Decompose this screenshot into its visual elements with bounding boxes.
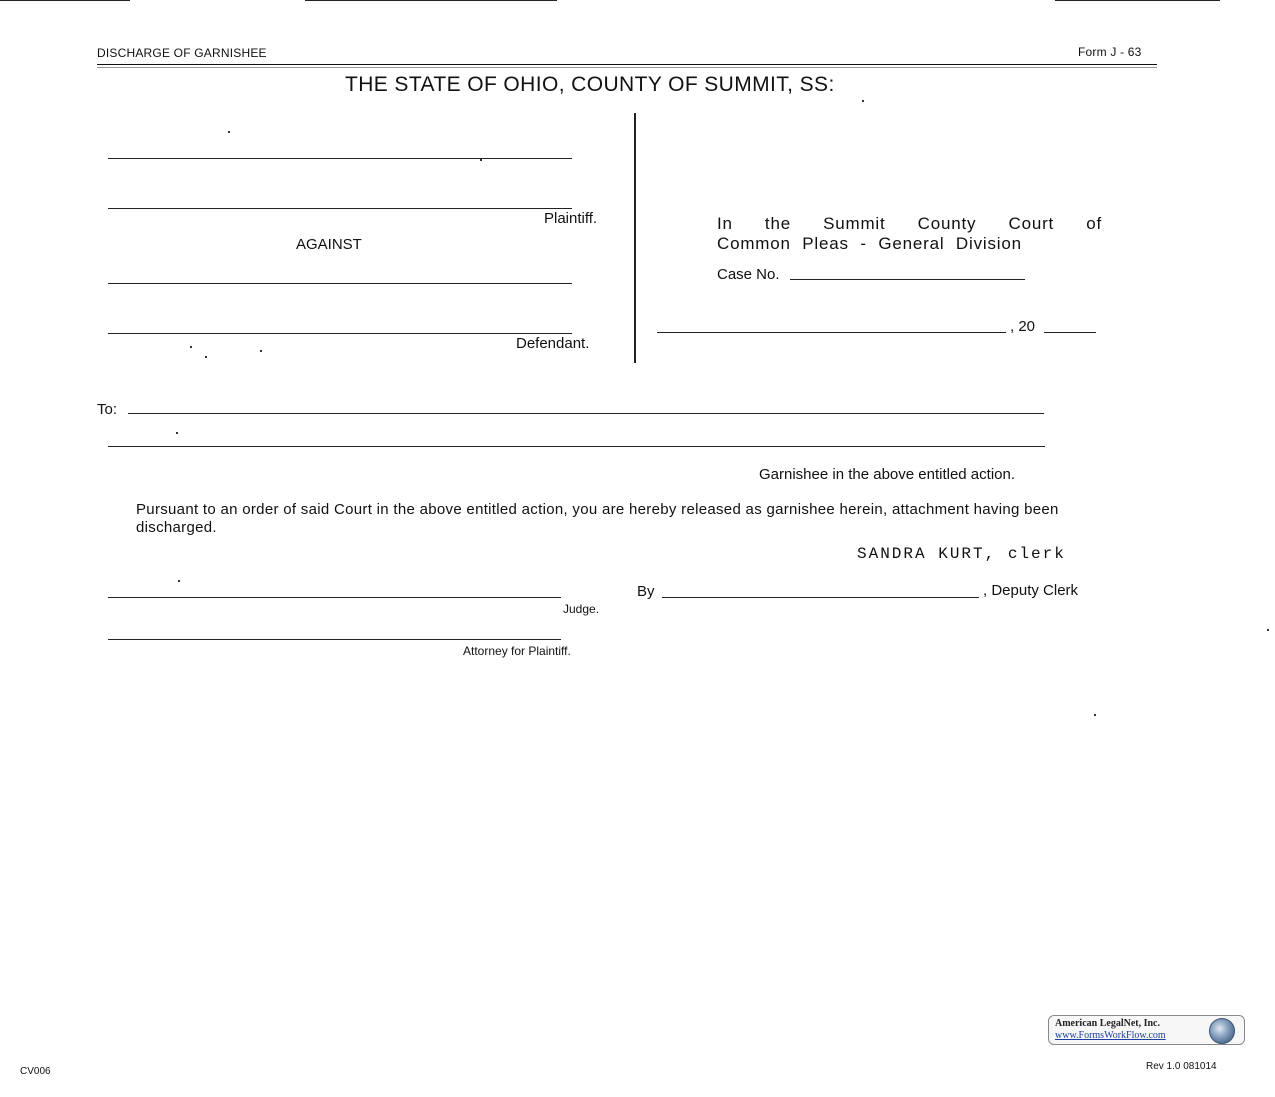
attorney-signature-line[interactable] (108, 639, 561, 640)
against-label: AGAINST (296, 236, 362, 253)
scan-speck (260, 350, 262, 352)
plaintiff-label: Plaintiff. (544, 210, 598, 227)
caption-divider (634, 113, 636, 363)
garnishee-line-2[interactable] (108, 446, 1045, 447)
scan-mark-top-mid (305, 0, 557, 1)
defendant-line-1[interactable] (108, 283, 572, 284)
judge-label: Judge. (563, 602, 600, 616)
garnishee-line-1[interactable] (128, 413, 1044, 414)
scan-speck (1094, 714, 1096, 716)
date-line[interactable] (657, 332, 1006, 333)
deputy-clerk-label: , Deputy Clerk (983, 582, 1079, 599)
court-name-line-2: Common Pleas - General Division (717, 234, 1022, 253)
form-number: Form J - 63 (1078, 45, 1142, 59)
scan-speck (178, 580, 180, 582)
judge-signature-line[interactable] (108, 597, 561, 598)
plaintiff-line-1[interactable] (108, 158, 572, 159)
year-line[interactable] (1044, 332, 1096, 333)
date-year-label: , 20 (1010, 318, 1036, 335)
case-no-label: Case No. (717, 266, 780, 283)
scan-speck (480, 159, 482, 161)
header-rule-thin (97, 67, 1157, 68)
defendant-label: Defendant. (516, 335, 590, 352)
form-code: CV006 (20, 1066, 51, 1077)
scan-speck (228, 131, 230, 133)
globe-icon (1209, 1018, 1235, 1044)
court-name-line-1: In the Summit County Court of (717, 214, 1102, 233)
revision-label: Rev 1.0 081014 (1146, 1061, 1217, 1072)
clerk-name: SANDRA KURT, clerk (857, 545, 1066, 563)
form-title: DISCHARGE OF GARNISHEE (97, 46, 267, 60)
logo-company-name: American LegalNet, Inc. (1055, 1018, 1160, 1029)
attorney-label: Attorney for Plaintiff. (463, 644, 571, 658)
header-rule (97, 64, 1157, 65)
deputy-clerk-signature-line[interactable] (662, 597, 979, 598)
discharge-statement: Pursuant to an order of said Court in the above entitled action, you are hereby released as garnishee herein, attachment having been discharged. (136, 501, 1059, 536)
to-label: To: (97, 401, 118, 418)
by-label: By (637, 583, 655, 600)
american-legalnet-logo[interactable] (1048, 1015, 1245, 1045)
scan-speck (190, 346, 192, 348)
scan-mark-top-left (0, 0, 130, 1)
scan-speck (205, 356, 207, 358)
garnishee-label: Garnishee in the above entitled action. (759, 466, 1016, 483)
page-title: THE STATE OF OHIO, COUNTY OF SUMMIT, SS: (345, 73, 835, 96)
defendant-line-2[interactable] (108, 333, 572, 334)
scan-speck (176, 432, 178, 434)
plaintiff-line-2[interactable] (108, 208, 572, 209)
scan-speck (862, 100, 864, 102)
scan-speck (1267, 629, 1269, 631)
logo-url-link[interactable]: www.FormsWorkFlow.com (1055, 1030, 1166, 1041)
scan-mark-top-right (1055, 0, 1220, 1)
case-no-line[interactable] (790, 279, 1025, 280)
